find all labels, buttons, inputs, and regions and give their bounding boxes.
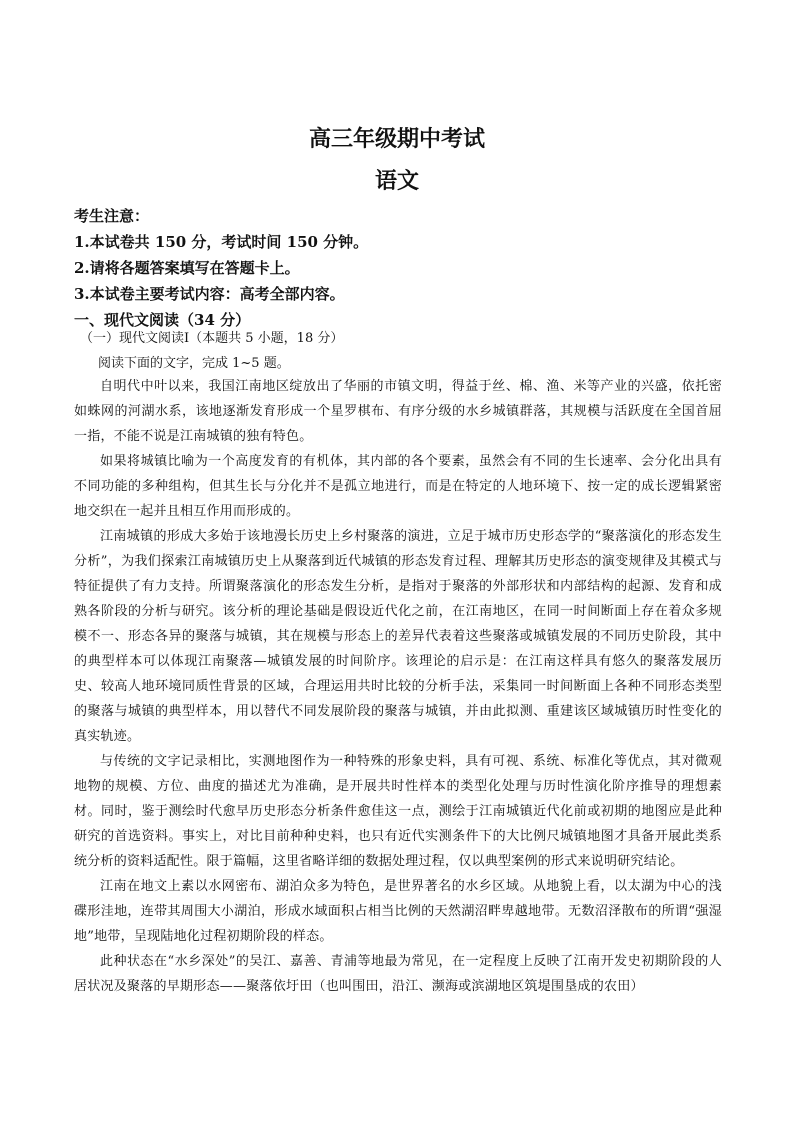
exam-title: 高三年级期中考试: [308, 126, 485, 152]
passage-paragraph: 江南城镇的形成大多始于该地漫长历史上乡村聚落的演进，立足于城市历史形态学的“聚落演化的形态发生分析”，为我们探索江南城镇历史上从聚落到近代城镇的形态发育过程、理解其历史形态的演变规律及其模式与特征提供了有力支持。所谓聚落演化的形态发生分析，是指对于聚落的外部形状和内部结构的起源、发育和成熟各阶段的分析与研究。该分析的理论基础是假设近代化之前，在江南地区，在同一时间断面上存在着众多规模不一、形态各异的聚落与城镇，其在规模与形态上的差异代表着这些聚落或城镇发展的不同历史阶段，其中的典型样本可以体现江南聚落—城镇发展的时间阶序。该理论的启示是：在江南这样具有悠久的聚落发展历史、较高人地环境同质性背景的区域，合理运用共时比较的分析手法，采集同一时间断面上各种不同形态类型的聚落与城镇的典型样本，用以替代不同发展阶段的聚落与城镇，并由此拟测、重建该区域城镇历时性变化的真实轨迹。: [74, 529, 722, 744]
subject-title: 语文: [374, 168, 419, 194]
notice-item: 3.本试卷主要考试内容：高考全部内容。: [74, 285, 345, 303]
notice-item: 1.本试卷共 150 分，考试时间 150 分钟。: [74, 233, 369, 251]
subsection-title: （一）现代文阅读Ⅰ（本题共 5 小题，18 分）: [80, 331, 344, 346]
passage-paragraph: 自明代中叶以来，我国江南地区绽放出了华丽的市镇文明，得益于丝、棉、渔、米等产业的兴盛，依托密如蛛网的河湖水系，该地逐渐发育形成一个星罗棋布、有序分级的水乡城镇群落，其规模与活跃度在全国首屈一指，不能不说是江南城镇的独有特色。: [74, 379, 722, 444]
notice-item: 2.请将各题答案填写在答题卡上。: [74, 259, 300, 277]
candidate-notice: [74, 203, 734, 333]
passage-paragraph: 此种状态在“水乡深处”的吴江、嘉善、青浦等地最为常见，在一定程度上反映了江南开发史初期阶段的人居状况及聚落的早期形态——聚落依圩田（也叫围田，沿江、濒海或滨湖地区筑堤围垦成的农田）: [74, 954, 722, 994]
passage-paragraph: 与传统的文字记录相比，实测地图作为一种特殊的形象史料，具有可视、系统、标准化等优点，其对微观地物的规模、方位、曲度的描述尤为准确，是开展共时性样本的类型化处理与历时性演化阶序推导的理想素材。同时，鉴于测绘时代愈早历史形态分析条件愈佳这一点，测绘于江南城镇近代化前或初期的地图应是此种研究的首选资料。事实上，对比目前种种史料，也只有近代实测条件下的大比例尺城镇地图才具备开展此类系统分析的资料适配性。限于篇幅，这里省略详细的数据处理过程，仅以典型案例的形式来说明研究结论。: [74, 754, 722, 869]
reading-instruction: 阅读下面的文字，完成 1~5 题。: [98, 356, 290, 371]
passage-paragraph: 如果将城镇比喻为一个高度发育的有机体，其内部的各个要素，虽然会有不同的生长速率、会分化出具有不同功能的多种组构，但其生长与分化并不是孤立地进行，而是在特定的人地环境下、按一定的成长逻辑紧密地交织在一起并且相互作用而形成的。: [74, 454, 722, 519]
notice-heading: 考生注意：: [74, 207, 150, 225]
passage-paragraph: 江南在地文上素以水网密布、湖泊众多为特色，是世界著名的水乡区域。从地貌上看，以太湖为中心的浅碟形洼地，连带其周围大小湖泊，形成水域面积占相当比例的天然湖沼畔卑越地带。无数沼泽散布的所谓“强湿地”地带，呈现陆地化过程初期阶段的样态。: [74, 879, 722, 944]
reading-passage: [74, 374, 722, 999]
section-title: 一、现代文阅读（34 分）: [74, 311, 251, 329]
